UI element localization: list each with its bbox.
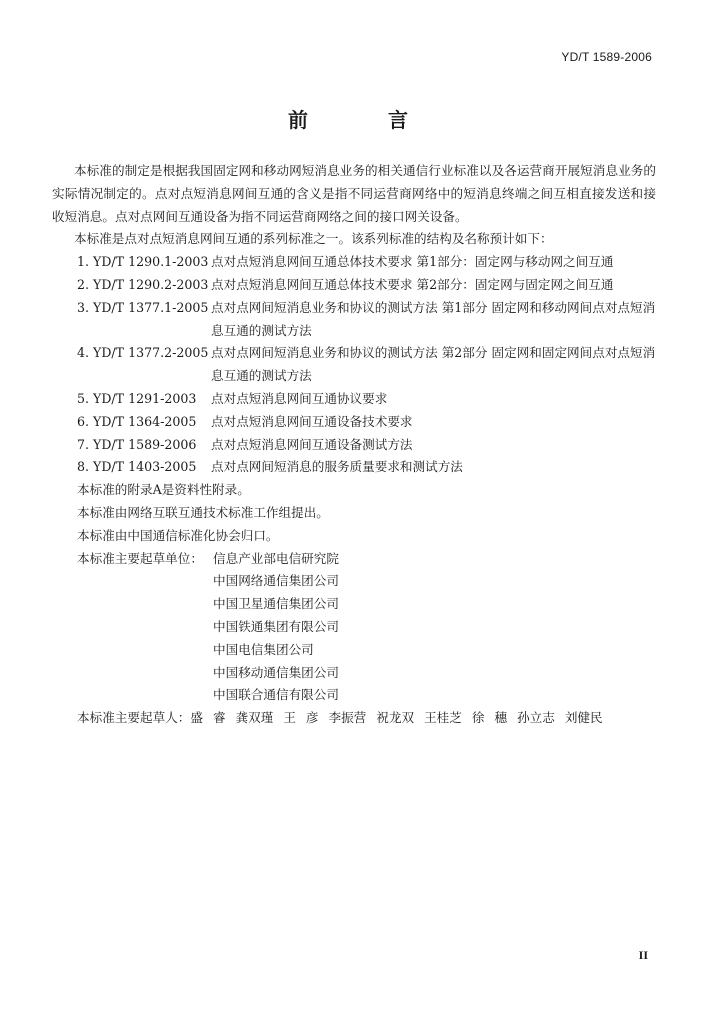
series-code: 7. YD/T 1589-2006: [77, 436, 197, 452]
drafting-units: [0, 548, 708, 708]
series-code: 6. YD/T 1364-2005: [77, 413, 197, 429]
document-code: YD/T 1589-2006: [561, 50, 652, 64]
drafting-unit: 信息产业部电信研究院: [213, 550, 339, 566]
drafting-unit-row: [0, 593, 708, 616]
series-list: [0, 251, 708, 479]
drafting-unit: 中国网络通信集团公司: [213, 573, 339, 589]
section-title: 前 言: [288, 108, 438, 132]
document-body: [0, 160, 708, 730]
series-item: [0, 411, 708, 434]
drafting-unit-row: [0, 570, 708, 593]
series-intro-paragraph: 本标准是点对点短消息网间互通的系列标准之一。该系列标准的结构及名称预计如下：: [74, 231, 553, 247]
appendix-note: 本标准的附录A是资料性附录。: [77, 482, 250, 498]
series-name: 点对点短消息网间互通设备技术要求: [211, 413, 413, 429]
drafting-unit: 中国联合通信有限公司: [213, 687, 339, 703]
series-name: 点对点短消息网间互通总体技术要求 第2部分：固定网与固定网之间互通: [211, 276, 614, 292]
series-item: [0, 297, 708, 343]
series-code: 8. YD/T 1403-2005: [77, 459, 197, 475]
drafting-unit: 中国电信集团公司: [213, 641, 314, 657]
series-code: 5. YD/T 1291-2003: [77, 390, 197, 406]
drafting-unit: 中国卫星通信集团公司: [213, 596, 339, 612]
series-item: [0, 388, 708, 411]
drafting-unit-row: [0, 662, 708, 685]
series-name: 点对点网间短消息业务和协议的测试方法 第2部分 固定网和固定网间点对点短消息互通的测试方法: [211, 345, 656, 384]
series-name: 点对点网间短消息的服务质量要求和测试方法: [211, 459, 463, 475]
series-code: 3. YD/T 1377.1-2005: [77, 299, 209, 315]
series-name: 点对点短消息网间互通设备测试方法: [211, 436, 413, 452]
page-number: II: [638, 948, 648, 962]
series-code: 2. YD/T 1290.2-2003: [77, 276, 209, 292]
series-item: [0, 274, 708, 297]
intro-paragraph: 本标准的制定是根据我国固定网和移动网短消息业务的相关通信行业标准以及各运营商开展短消息业务的实际情况制定的。点对点短消息网间互通的含义是指不同运营商网络中的短消息终端之间互相直接发送和接收短消息。点对点网间互通设备为指不同运营商网络之间的接口网关设备。: [52, 163, 656, 224]
drafting-unit-row: [0, 639, 708, 662]
drafting-units-label: 本标准主要起草单位：: [77, 550, 203, 566]
series-code: 4. YD/T 1377.2-2005: [77, 345, 209, 361]
drafting-unit: 中国移动通信集团公司: [213, 664, 339, 680]
series-name: 点对点网间短消息业务和协议的测试方法 第1部分 固定网和移动网间点对点短消息互通的测试方法: [211, 299, 656, 338]
drafting-unit: 中国铁通集团有限公司: [213, 618, 339, 634]
series-item: [0, 251, 708, 274]
series-item: [0, 342, 708, 388]
drafters-line: 本标准主要起草人：盛 睿 龚双瑾 王 彦 李振营 祝龙双 王桂芝 徐 穗 孙立志 刘健民: [77, 710, 603, 726]
drafting-unit-row: [0, 684, 708, 707]
series-code: 1. YD/T 1290.1-2003: [77, 254, 209, 270]
series-name: 点对点短消息网间互通总体技术要求 第1部分：固定网与移动网之间互通: [211, 254, 614, 270]
series-item: [0, 434, 708, 457]
drafting-unit-row: [0, 616, 708, 639]
series-name: 点对点短消息网间互通协议要求: [211, 390, 388, 406]
managed-by-note: 本标准由中国通信标准化协会归口。: [77, 527, 279, 543]
series-item: [0, 456, 708, 479]
drafting-unit-row: [0, 548, 708, 571]
proposed-by-note: 本标准由网络互联互通技术标准工作组提出。: [77, 504, 329, 520]
